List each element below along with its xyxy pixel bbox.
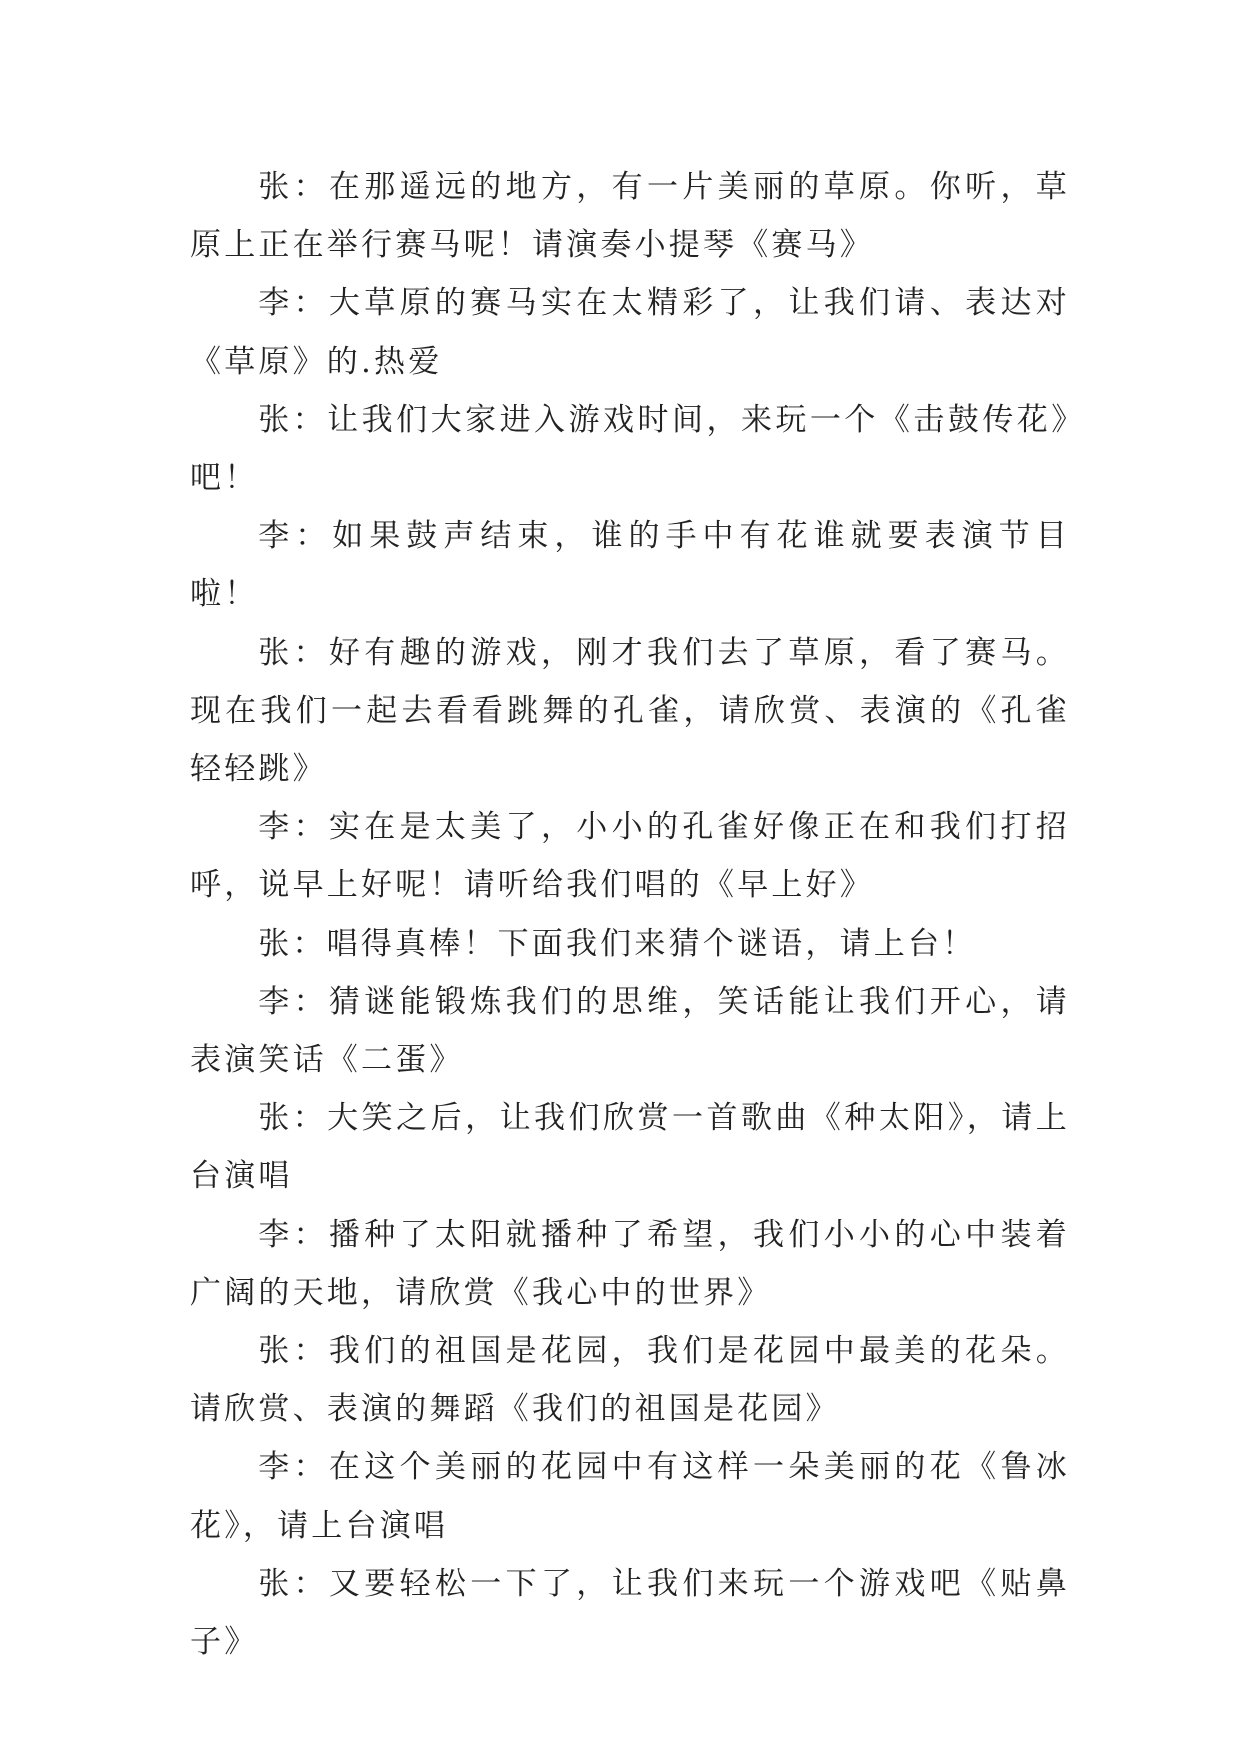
- dialogue-line: 张：我们的祖国是花园，我们是花园中最美的花朵。请欣赏、表演的舞蹈《我们的祖国是花园》: [190, 1333, 1070, 1428]
- dialogue-line: 张：在那遥远的地方，有一片美丽的草原。你听，草原上正在举行赛马呢！请演奏小提琴《赛马》: [190, 169, 1070, 264]
- dialogue-line: 张：大笑之后，让我们欣赏一首歌曲《种太阳》，请上台演唱: [190, 1100, 1070, 1195]
- script-body: [190, 158, 1070, 1671]
- dialogue-line: 张：唱得真棒！下面我们来猜个谜语，请上台！: [258, 925, 977, 962]
- dialogue-line: 李：猜谜能锻炼我们的思维，笑话能让我们开心，请表演笑话《二蛋》: [190, 983, 1070, 1079]
- dialogue-line: 张：让我们大家进入游戏时间，来玩一个《击鼓传花》吧！: [190, 401, 1070, 497]
- dialogue-line: 李：实在是太美了，小小的孔雀好像正在和我们打招呼，说早上好呢！请听给我们唱的《早上好》: [190, 809, 1070, 904]
- dialogue-line: 李：如果鼓声结束，谁的手中有花谁就要表演节目啦！: [190, 518, 1070, 613]
- dialogue-line: 李：在这个美丽的花园中有这样一朵美丽的花《鲁冰花》，请上台演唱: [190, 1449, 1070, 1544]
- dialogue-line: 张：好有趣的游戏，刚才我们去了草原，看了赛马。现在我们一起去看看跳舞的孔雀，请欣赏、表演的《孔雀轻轻跳》: [190, 634, 1070, 788]
- dialogue-line: 李：播种了太阳就播种了希望，我们小小的心中装着广阔的天地，请欣赏《我心中的世界》: [190, 1216, 1070, 1311]
- dialogue-line: 李：大草原的赛马实在太精彩了，让我们请、表达对《草原》的.热爱: [190, 285, 1070, 380]
- dialogue-line: 张：又要轻松一下了，让我们来玩一个游戏吧《贴鼻子》: [190, 1565, 1070, 1661]
